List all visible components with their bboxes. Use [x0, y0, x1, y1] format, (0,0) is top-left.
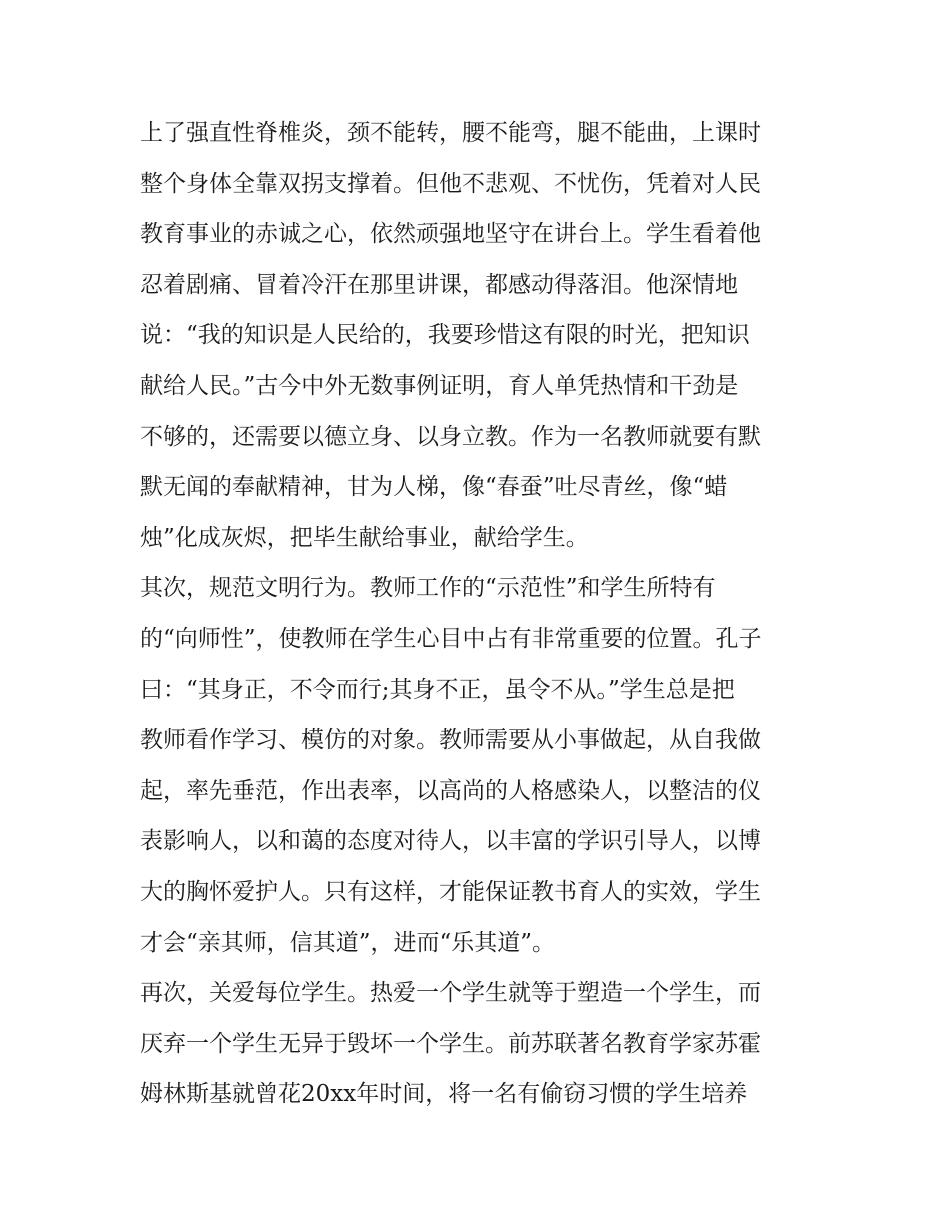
text-line: 的“向师性”，使教师在学生心目中占有非常重要的位置。孔子	[140, 625, 762, 652]
text-line: 起，率先垂范，作出表率，以高尚的人格感染人，以整洁的仪	[140, 777, 761, 804]
text-line: 忍着剧痛、冒着冷汗在那里讲课，都感动得落泪。他深情地	[140, 271, 738, 298]
text-line: 再次，关爱每位学生。热爱一个学生就等于塑造一个学生，而	[140, 980, 761, 1007]
text-line: 不够的，还需要以德立身、以身立教。作为一名教师就要有默	[140, 423, 761, 450]
text-line: 表影响人，以和蔼的态度对待人，以丰富的学识引导人，以博	[140, 828, 761, 855]
text-line: 姆林斯基就曾花20xx年时间，将一名有偷窃习惯的学生培养	[140, 1081, 748, 1108]
text-line: 上了强直性脊椎炎，颈不能转，腰不能弯，腿不能曲，上课时	[140, 120, 761, 146]
text-line: 厌弃一个学生无异于毁坏一个学生。前苏联著名教育学家苏霍	[140, 1030, 761, 1057]
text-line: 说：“我的知识是人民给的，我要珍惜这有限的时光，把知识	[140, 322, 750, 349]
text-line: 教育事业的赤诚之心，依然顽强地坚守在讲台上。学生看着他	[140, 221, 761, 248]
body-text	[140, 108, 830, 1120]
text-line: 才会“亲其师，信其道”，进而“乐其道”。	[140, 929, 556, 956]
text-line: 教师看作学习、模仿的对象。教师需要从小事做起，从自我做	[140, 727, 761, 754]
text-line: 默无闻的奉献精神，甘为人梯，像“春蚕”吐尽青丝，像“蜡	[140, 474, 728, 501]
text-line: 整个身体全靠双拐支撑着。但他不悲观、不忧伤，凭着对人民	[140, 170, 761, 197]
text-line: 献给人民。”古今中外无数事例证明，育人单凭热情和干劲是	[140, 372, 739, 399]
text-line: 大的胸怀爱护人。只有这样，才能保证教书育人的实效，学生	[140, 878, 761, 905]
text-line: 曰：“其身正，不令而行;其身不正，虽令不从。”学生总是把	[140, 676, 735, 703]
text-line: 烛”化成灰烬，把毕生献给事业，献给学生。	[140, 524, 589, 551]
text-line: 其次，规范文明行为。教师工作的“示范性”和学生所特有	[140, 575, 716, 602]
